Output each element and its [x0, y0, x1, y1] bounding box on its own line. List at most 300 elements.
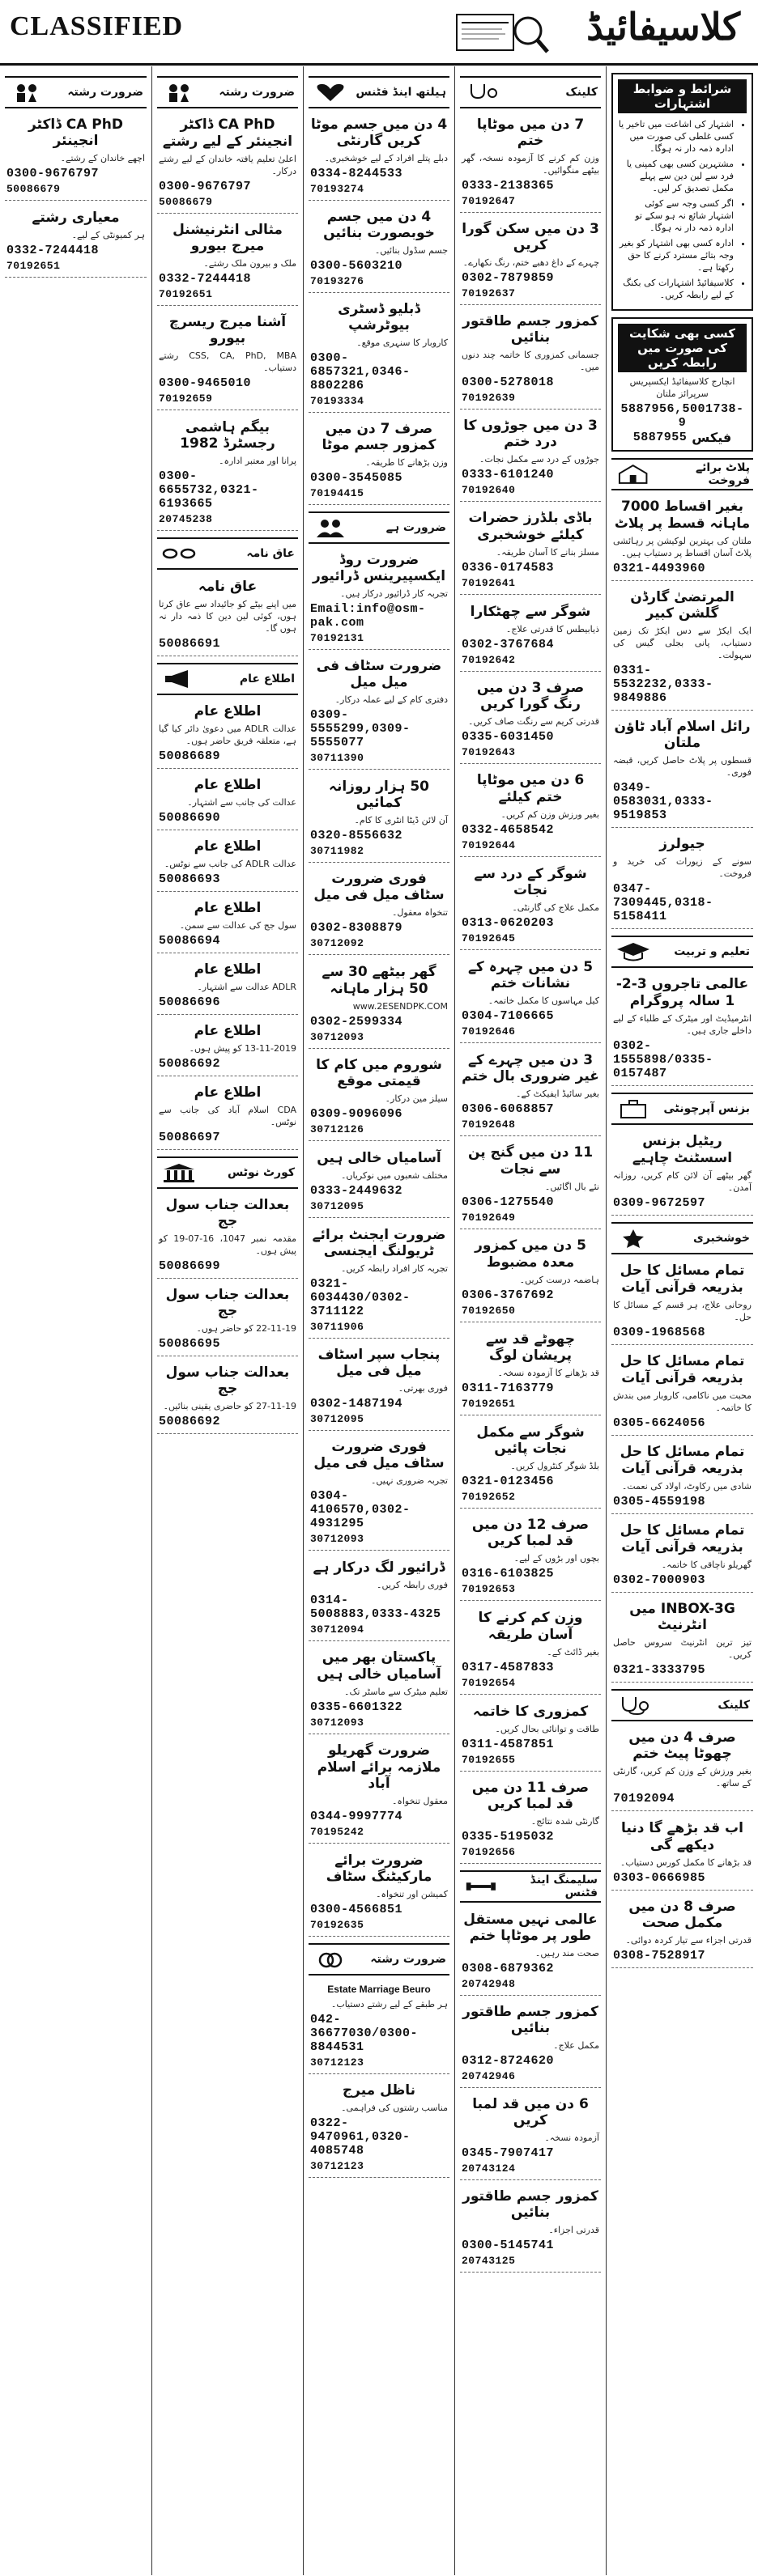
spiritual-ad: [611, 1517, 753, 1593]
ad-phone[interactable]: 0335-5195032: [462, 1830, 555, 1844]
ad-title: تمام مسائل کا حل بذریعہ قرآنی آیات: [620, 1353, 745, 1386]
people-icon: [312, 517, 349, 538]
ad-body: گھریلو ناچاقی کا خاتمہ۔: [661, 1560, 752, 1570]
ad-code: 30711982: [310, 845, 364, 857]
ad-phone[interactable]: 0332-4658542: [462, 823, 555, 837]
ad-phone[interactable]: 0309-5555299,0309-5555077: [310, 708, 411, 749]
ad-phone[interactable]: 0344-9997774: [310, 1810, 403, 1823]
stethoscope-icon: [463, 82, 500, 103]
col4-ad-list: [460, 112, 601, 1864]
house-icon: [615, 464, 651, 485]
ad-body: تیز ترین انٹرنیٹ سروس حاصل کریں۔: [613, 1637, 752, 1660]
section-court-notice-label: کورٹ نوٹس: [227, 1166, 295, 1179]
spiritual-ad: [611, 1348, 753, 1436]
section-good-news: [611, 1222, 753, 1254]
clinic-ad: [460, 1512, 601, 1601]
ad-title: فوری ضرورت سٹاف میل فی میل: [313, 1439, 445, 1471]
rishta-ad: [157, 309, 298, 410]
section-wanted-label: ضرورت ہے: [385, 521, 446, 534]
ad-code: 70192637: [462, 287, 516, 299]
court-notice-ad: [157, 1282, 298, 1356]
ad-code: 20742948: [462, 1978, 516, 1990]
ad-body: کاروبار کا سنہری موقع۔: [356, 337, 448, 348]
ad-title: CA PhD ڈاکٹر انجینئر کے لیے رشتے: [162, 117, 293, 150]
section-health: [309, 76, 449, 108]
rishta-ad: [5, 204, 147, 278]
column-1: [0, 66, 151, 2575]
section-clinic-label: کلینک: [718, 1699, 750, 1712]
ad-title: 5 دن میں کمزور معدہ مضبوط: [475, 1237, 586, 1271]
ad-code: 20743124: [462, 2162, 516, 2175]
ad-phone[interactable]: 0336-0174583: [462, 561, 555, 575]
ad-code: 70192654: [462, 1677, 516, 1689]
ad-title: صرف 8 دن میں مکمل صحت: [628, 1899, 736, 1931]
ad-code: 70192649: [462, 1212, 516, 1224]
ad-title: ناظل میرج: [342, 2082, 416, 2099]
ad-body: قد بڑھانے کا مکمل کورس دستیاب۔: [620, 1857, 752, 1868]
ad-title: پاکستان بھر میں آسامیاں خالی ہیں: [317, 1649, 441, 1683]
ad-phone[interactable]: 0300-6655732,0321-6193665: [159, 469, 259, 511]
ad-phone[interactable]: 0306-6068857: [462, 1102, 555, 1116]
section-plots: [611, 458, 753, 490]
section-plots-label: پلاٹ برائے فروخت: [695, 461, 750, 487]
job-ad: [309, 1434, 449, 1551]
ad-code: 30711906: [310, 1321, 364, 1333]
ad-title: 4 دن میں جسم موٹا کریں گارنٹی: [310, 117, 448, 149]
ad-code: 30712126: [310, 1123, 364, 1135]
section-disown-label: عاق نامہ: [246, 547, 295, 560]
ad-body: اچھے خاندان کے رشتے۔: [60, 153, 145, 163]
clinic-ad: [460, 1698, 601, 1772]
ad-body: اعلیٰ تعلیم یافتہ خاندان کے لیے رشتے درکار۔: [159, 154, 296, 176]
ad-body: سول جج کی عدالت سے سمن۔: [179, 920, 296, 931]
ad-phone[interactable]: 0300-4566851: [310, 1903, 403, 1916]
ad-body: بچوں اور بڑوں کے لیے۔: [513, 1553, 599, 1564]
section-business-label: بزنس آپرچونٹی: [663, 1102, 750, 1115]
ad-phone[interactable]: 0312-8724620: [462, 2054, 555, 2068]
ad-phone[interactable]: 0322-9470961,0320-4085748: [310, 2116, 411, 2158]
ad-code: 70193276: [310, 275, 364, 287]
ad-phone[interactable]: 70192094: [613, 1792, 675, 1806]
ad-phone[interactable]: 50086699: [159, 1259, 221, 1273]
ad-body: نئے بال اگائیں۔: [544, 1182, 599, 1192]
ad-phone[interactable]: 0321-4493960: [613, 562, 706, 575]
masthead-title-ur: کلاسیفائیڈ: [586, 5, 740, 49]
col2-ad-list-3: [157, 698, 298, 1150]
clinic-ad: [460, 1326, 601, 1415]
ad-body: ہاضمہ درست کریں۔: [519, 1275, 599, 1285]
section-rishta-label: ضرورت رشتہ: [219, 86, 295, 99]
section-public-notice-label: اطلاع عام: [239, 673, 295, 685]
ad-title: ریٹیل بزنس اسسٹنٹ چاہیے: [632, 1133, 733, 1166]
job-ad: [309, 866, 449, 955]
ad-phone[interactable]: 0309-9672597: [613, 1196, 706, 1210]
ad-phone[interactable]: 0309-9096096: [310, 1107, 403, 1121]
ad-phone[interactable]: 0313-0620203: [462, 916, 555, 930]
ad-title: 6 دن میں موٹاپا ختم کیلئے: [476, 772, 585, 805]
ad-body: گھر بیٹھے آن لائن کام کریں، روزانہ آمدن۔: [613, 1170, 752, 1193]
ad-body: تجربہ کار افراد رابطہ کریں۔: [340, 1263, 448, 1274]
ad-phone[interactable]: 0300-9676797: [6, 167, 100, 180]
col3-ad-list-2: [309, 547, 449, 1937]
ad-body: قسطوں پر پلاٹ حاصل کریں، قبضہ فوری۔: [613, 755, 752, 778]
ad-title: ضرورت ایجنٹ برائے ٹریولنگ ایجنسی: [312, 1227, 446, 1259]
ad-phone[interactable]: 50086695: [159, 1337, 221, 1351]
section-business: [611, 1093, 753, 1125]
ad-phone[interactable]: 0302-8308879: [310, 921, 403, 935]
ad-phone[interactable]: 0300-5278018: [462, 376, 555, 389]
ad-phone[interactable]: 0320-8556632: [310, 829, 403, 842]
clinic-ad: [460, 505, 601, 595]
public-notice-ad: [157, 1018, 298, 1076]
ad-phone[interactable]: 0306-1275540: [462, 1195, 555, 1209]
notice-item: • مشتہرین کسی بھی کمپنی یا فرد سے لین دین سے پہلے مکمل تصدیق کر لیں۔: [618, 158, 734, 194]
ad-title: صرف 12 دن میں قد لمبا کریں: [471, 1517, 590, 1549]
ad-title: اطلاع عام: [194, 900, 262, 916]
section-public-notice: [157, 663, 298, 695]
ad-code: 30712123: [310, 2160, 364, 2172]
col4-ad-list-2: [460, 1906, 601, 2273]
ad-body: مکمل علاج کی گارنٹی۔: [512, 902, 599, 913]
job-ad: [309, 958, 449, 1049]
column-4: [454, 66, 606, 2575]
court-notice-ad: [157, 1192, 298, 1279]
ad-code: 70192644: [462, 839, 516, 851]
couple-icon: [160, 82, 198, 103]
ad-body: تعلیم میٹرک سے ماسٹر تک۔: [344, 1687, 448, 1697]
masthead: [0, 0, 758, 66]
contact-line: انچارج کلاسیفائیڈ ایکسپریس سرپرائز ملتان: [629, 376, 735, 399]
ad-body: مکمل علاج۔: [553, 2040, 599, 2051]
ad-phone[interactable]: 0305-4559198: [613, 1495, 706, 1509]
job-ad: [309, 1554, 449, 1641]
ad-code: 70192647: [462, 195, 516, 207]
dumbbell-icon: [463, 1876, 499, 1897]
ad-phone[interactable]: 50086690: [159, 811, 221, 825]
ad-code: 70192651: [462, 1398, 516, 1410]
ad-phone[interactable]: 0335-6601322: [310, 1700, 403, 1714]
masthead-title-en: CLASSIFIED: [10, 11, 184, 41]
ad-phone[interactable]: 0333-6101240: [462, 468, 555, 482]
job-ad: [309, 1144, 449, 1218]
ad-code: 70192641: [462, 577, 516, 589]
ad-title: بیگم ہاشمی رجسٹرڈ 1982: [180, 419, 275, 452]
section-rishta-left-label: ضرورت رشتہ: [67, 86, 143, 99]
ad-body: ایک ایکڑ سے دس ایکڑ تک زمین دستیاب، پانی بجلی گیس کی سہولت۔: [613, 626, 752, 660]
ad-title: اطلاع عام: [194, 1023, 262, 1039]
ad-phone[interactable]: 0317-4587833: [462, 1661, 555, 1674]
clinic-ad: [460, 308, 601, 410]
ad-code: 70192655: [462, 1754, 516, 1766]
ad-body: ہر کمیونٹی کے لیے۔: [71, 230, 145, 240]
ad-code: 70194415: [310, 487, 364, 499]
ad-phone[interactable]: 0302-1555898/0335-0157487: [613, 1039, 713, 1080]
job-ad: [309, 653, 449, 770]
ad-body: مختلف شعبوں میں نوکریاں۔: [340, 1170, 448, 1181]
health-ad: [309, 296, 449, 413]
ad-phone[interactable]: 50086693: [159, 872, 221, 886]
public-notice-ad: [157, 834, 298, 892]
ad-phone[interactable]: 0302-1487194: [310, 1397, 403, 1411]
ad-body: وزن بڑھانے کا طریقہ۔: [365, 457, 448, 468]
ad-body: قدرتی کریم سے رنگت صاف کریں۔: [468, 716, 599, 727]
section-marriage: [309, 1943, 449, 1975]
ad-phone[interactable]: 0333-2138365: [462, 179, 555, 193]
ad-title: اب قد بڑھے گا دنیا دیکھے گی: [621, 1820, 743, 1853]
ad-phone[interactable]: 0300-5145741: [462, 2239, 555, 2252]
ad-code: 30712093: [310, 1533, 364, 1545]
job-ad: [309, 1847, 449, 1937]
rings-icon: [312, 1949, 349, 1970]
ad-title: 5 دن میں چہرہ کے نشانات ختم: [467, 959, 594, 991]
ad-body: شادی میں رکاوٹ، اولاد کی نعمت۔: [621, 1481, 752, 1492]
clinic-ad: [460, 598, 601, 672]
ad-title: 7 دن میں موٹاپا ختم: [476, 117, 585, 149]
ad-title: شوروم میں کام کا قیمتی موقع: [316, 1057, 442, 1089]
ad-phone[interactable]: 0331-5532232,0333-9849886: [613, 664, 713, 705]
clinic-ad: [460, 860, 601, 950]
ad-phone[interactable]: 0306-3767692: [462, 1288, 555, 1302]
ad-phone[interactable]: 0300-9676797: [159, 180, 252, 193]
ad-body: ذیابیطس کا قدرتی علاج۔: [505, 624, 599, 634]
jewellers-ad: [611, 831, 753, 929]
fitness-ad: [460, 2183, 601, 2273]
ad-body: سیلز مین درکار۔: [385, 1093, 448, 1104]
rishta-ad: [5, 112, 147, 201]
ad-title: شوگر کے درد سے نجات: [474, 866, 587, 898]
heart-icon: [312, 82, 349, 103]
ad-phone[interactable]: 50086692: [159, 1057, 221, 1071]
health-ad: [309, 112, 449, 201]
ad-phone[interactable]: 0333-2449632: [310, 1184, 403, 1198]
notice-item: • اگر کسی وجہ سے کوئی اشتہار شائع نہ ہو سکے تو ادارہ ذمہ دار نہ ہوگا۔: [618, 197, 734, 234]
ad-phone[interactable]: 0321-0123456: [462, 1475, 555, 1488]
ad-code: 30712095: [310, 1200, 364, 1212]
section-slimming: [460, 1870, 601, 1903]
notice-item: • اشتہار کی اشاعت میں تاخیر یا کسی غلطی کی صورت میں ادارہ ذمہ دار نہ ہوگا۔: [618, 118, 734, 155]
ad-body: صحت مند رہیں۔: [534, 1948, 599, 1959]
ad-body: کیل مہاسوں کا مکمل خاتمہ۔: [488, 995, 599, 1006]
ad-title: INBOX-3G میں انٹرنیٹ: [629, 1601, 735, 1633]
ad-title: کمزور جسم طاقتور بنائیں: [462, 2188, 598, 2221]
job-ad: [309, 1738, 449, 1844]
ad-body: ہر طبقے کے لیے رشتے دستیاب۔: [330, 1999, 448, 2009]
clinic-ad: [460, 216, 601, 305]
clinic-ad: [460, 675, 601, 764]
ad-phone[interactable]: 50086696: [159, 995, 221, 1009]
ad-phone[interactable]: 50086691: [159, 637, 221, 651]
ad-phone[interactable]: 0345-7907417: [462, 2146, 555, 2160]
ad-phone[interactable]: 0314-5008883,0333-4325: [310, 1594, 441, 1621]
ad-body: فوری رابطہ کریں۔: [377, 1580, 448, 1590]
ad-body: www.2ESENDPK.COM: [352, 1001, 448, 1012]
public-notice-ad: [157, 1080, 298, 1150]
ad-body: قدرتی اجزاء۔: [548, 2225, 599, 2235]
ad-body: آن لائن ڈیٹا انٹری کا کام۔: [354, 815, 448, 825]
ad-phone[interactable]: 0334-8244533: [310, 167, 403, 180]
ad-title: اطلاع عام: [194, 1084, 262, 1101]
ad-code: 20742946: [462, 2070, 516, 2082]
job-ad: [309, 773, 449, 863]
contact-phone[interactable]: 5887956,5001738-9: [620, 402, 744, 430]
ad-phone[interactable]: 0303-0666985: [613, 1871, 706, 1885]
fitness-ad: [460, 1906, 601, 1996]
column-5: [606, 66, 758, 2575]
court-notice-ad: [157, 1360, 298, 1434]
ad-phone[interactable]: 0304-4106570,0302-4931295: [310, 1489, 411, 1530]
section-education-label: تعلیم و تربیت: [674, 945, 750, 958]
ad-body: معقول تنخواہ۔: [391, 1796, 448, 1806]
ad-phone[interactable]: 0300-6857321,0346-8802286: [310, 351, 411, 393]
ad-title: گھر بیٹھے 30 سے 50 ہزار ماہانہ: [322, 964, 436, 997]
disown-ad: [157, 573, 298, 656]
public-notice-ad: [157, 772, 298, 830]
ad-phone[interactable]: 0305-6624056: [613, 1416, 706, 1430]
ad-phone[interactable]: Email:info@osm-pak.com: [310, 602, 426, 630]
ad-title: آسامیاں خالی ہیں: [317, 1150, 441, 1166]
section-clinic-2: [460, 76, 601, 108]
ad-body: عدالت ADLR کی جانب سے نوٹس۔: [164, 859, 296, 869]
couple-icon: [8, 82, 45, 103]
health-ad: [309, 416, 449, 505]
section-marriage-label: ضرورت رشتہ: [370, 1953, 446, 1966]
ad-title: Estate Marriage Beuro: [327, 1984, 431, 1995]
ad-title: مثالی انٹرنیشنل میرج بیورو: [172, 222, 283, 254]
ad-body: دفتری کام کے لیے عملہ درکار۔: [334, 694, 448, 705]
ad-code: 70193274: [310, 183, 364, 195]
ad-body: مقدمہ نمبر 1047، 16-07-19 کو پیش ہوں۔: [159, 1233, 296, 1256]
clinic-ad: [611, 1814, 753, 1891]
section-health-label: ہیلتھ اینڈ فٹنس: [356, 86, 446, 99]
ad-title: ڈرائیور لگ درکار ہے: [313, 1560, 445, 1576]
ad-phone[interactable]: 0335-6031450: [462, 730, 555, 744]
clinic-ad: [460, 1139, 601, 1229]
ad-body: چہرے کے داغ دھبے ختم، رنگ نکھارے۔: [462, 257, 599, 268]
ad-body: آزمودہ نسخہ۔: [544, 2133, 599, 2143]
section-wanted: [309, 511, 449, 544]
section-clinic-2-label: کلینک: [565, 86, 598, 99]
section-rishta-left: [5, 76, 147, 108]
ad-phone[interactable]: 0316-6103825: [462, 1567, 555, 1581]
ad-phone[interactable]: 0304-7106665: [462, 1009, 555, 1023]
ad-phone[interactable]: 0311-7163779: [462, 1381, 555, 1395]
ad-title: صرف 7 دن میں کمزور جسم موٹا: [322, 421, 436, 453]
clinic-ad: [460, 1775, 601, 1864]
ad-body: 27-11-19 کو حاضری یقینی بنائیں۔: [163, 1401, 296, 1411]
fax-phone[interactable]: 5887955: [632, 431, 688, 444]
section-education: [611, 936, 753, 968]
star-icon: [615, 1228, 652, 1249]
col3-ad-list: [309, 112, 449, 505]
ad-title: 3 دن میں جوڑوں کا درد ختم: [463, 418, 598, 450]
ad-body: بلڈ شوگر کنٹرول کریں۔: [510, 1461, 599, 1471]
ad-phone[interactable]: 50086692: [159, 1415, 221, 1428]
ad-phone[interactable]: 0302-7000903: [613, 1573, 706, 1587]
ad-phone[interactable]: 0300-9465010: [159, 376, 252, 390]
ad-phone[interactable]: 0347-7309445,0318-5158411: [613, 882, 713, 923]
ad-title: جیولرز: [659, 836, 705, 852]
ad-title: اطلاع عام: [194, 838, 262, 855]
plot-ad: [611, 584, 753, 711]
ad-phone[interactable]: 0308-7528917: [613, 1949, 706, 1963]
newspaper-icon: [454, 8, 551, 55]
job-ad: [309, 1342, 449, 1431]
ad-code: 70192646: [462, 1025, 516, 1038]
spiritual-ad: [611, 1258, 753, 1345]
ad-code: 70192640: [462, 484, 516, 496]
ad-phone[interactable]: 0349-0583031,0333-9519853: [613, 781, 713, 822]
ad-body: روحانی علاج، ہر قسم کے مسائل کا حل۔: [613, 1300, 752, 1322]
ad-phone[interactable]: 0321-6034430/0302-3711122: [310, 1277, 411, 1318]
ad-body: ملتان کی بہترین لوکیشن پر رہائشی پلاٹ آسان اقساط پر دستیاب ہیں۔: [613, 536, 752, 558]
ad-phone[interactable]: 50086694: [159, 934, 221, 948]
section-court-notice: [157, 1156, 298, 1189]
ad-title: فوری ضرورت سٹاف میل فی میل: [313, 871, 445, 903]
ad-code: 70192652: [462, 1491, 516, 1503]
ad-body: فوری بھرتی۔: [398, 1383, 448, 1394]
ad-phone[interactable]: 0321-3333795: [613, 1663, 706, 1677]
ad-code: 70192645: [462, 932, 516, 944]
ad-code: 50086679: [6, 183, 61, 195]
ad-body: عدالت ADLR میں دعویٰ دائر کیا گیا ہے، متعلقہ فریق حاضر ہوں۔: [159, 724, 296, 746]
fitness-ad: [460, 2091, 601, 2180]
ad-phone[interactable]: 50086697: [159, 1131, 221, 1144]
ad-body: جسمانی کمزوری کا خاتمہ چند دنوں میں۔: [462, 350, 599, 372]
ad-phone[interactable]: 042-36677030/0300-8844531: [310, 2013, 419, 2054]
ad-phone[interactable]: 0332-7244418: [159, 272, 252, 286]
ad-phone[interactable]: 50086689: [159, 749, 221, 763]
ad-title: باڈی بلڈرز حضرات کیلئے خوشخبری: [468, 510, 593, 543]
public-notice-ad: [157, 957, 298, 1015]
ad-phone[interactable]: 0302-7879859: [462, 271, 555, 285]
clinic-ad: [611, 1725, 753, 1811]
ad-code: 70192635: [310, 1919, 364, 1931]
ad-code: 50086679: [159, 196, 213, 208]
ad-title: آشنا میرج ریسرچ بیورو: [168, 314, 287, 346]
ad-title: 4 دن میں جسم خوبصورت بنائیں: [323, 209, 435, 241]
ad-body: پرانا اور معتبر ادارہ۔: [219, 456, 296, 466]
notice-box: [611, 73, 753, 311]
job-ad: [309, 1221, 449, 1339]
ad-code: 70192642: [462, 654, 516, 666]
clinic-ad: [460, 1604, 601, 1695]
ad-title: ڈبلیو ڈسٹری بیوٹرشپ: [338, 301, 420, 333]
ad-code: 20745238: [159, 513, 213, 525]
ad-title: عالمی نہیں مستقل طور پر موٹاپا ختم: [463, 1912, 598, 1944]
job-ad: [309, 547, 449, 650]
ad-phone[interactable]: 0302-3767684: [462, 638, 555, 651]
ad-phone[interactable]: 0302-2599334: [310, 1015, 403, 1029]
fitness-ad: [460, 1999, 601, 2088]
job-ad: [309, 1052, 449, 1141]
notice-item: • ادارہ کسی بھی اشتہار کو بغیر وجہ بتائے مسترد کرنے کا حق رکھتا ہے۔: [618, 237, 734, 274]
column-2: [151, 66, 303, 2575]
education-ad: [611, 971, 753, 1086]
col1-ad-list: [5, 112, 147, 278]
ad-title: صرف 4 دن میں چھوٹا پیٹ ختم: [628, 1729, 736, 1762]
ad-phone[interactable]: 0300-3545085: [310, 471, 403, 485]
ad-phone[interactable]: 0309-1968568: [613, 1326, 706, 1339]
ad-phone[interactable]: 0311-4587851: [462, 1738, 555, 1751]
ad-phone[interactable]: 0300-5603210: [310, 259, 403, 273]
ad-body: 22-11-19 کو حاضر ہوں۔: [196, 1323, 296, 1334]
ad-phone[interactable]: 0332-7244418: [6, 244, 100, 257]
ad-title: صرف 11 دن میں قد لمبا کریں: [471, 1780, 590, 1812]
ad-title: کمزور جسم طاقتور بنائیں: [462, 313, 598, 346]
rishta-ad: [157, 217, 298, 306]
ad-phone[interactable]: 0308-6879362: [462, 1962, 555, 1975]
section-slimming-label: سلیمنگ اینڈ فٹنس: [530, 1874, 598, 1899]
